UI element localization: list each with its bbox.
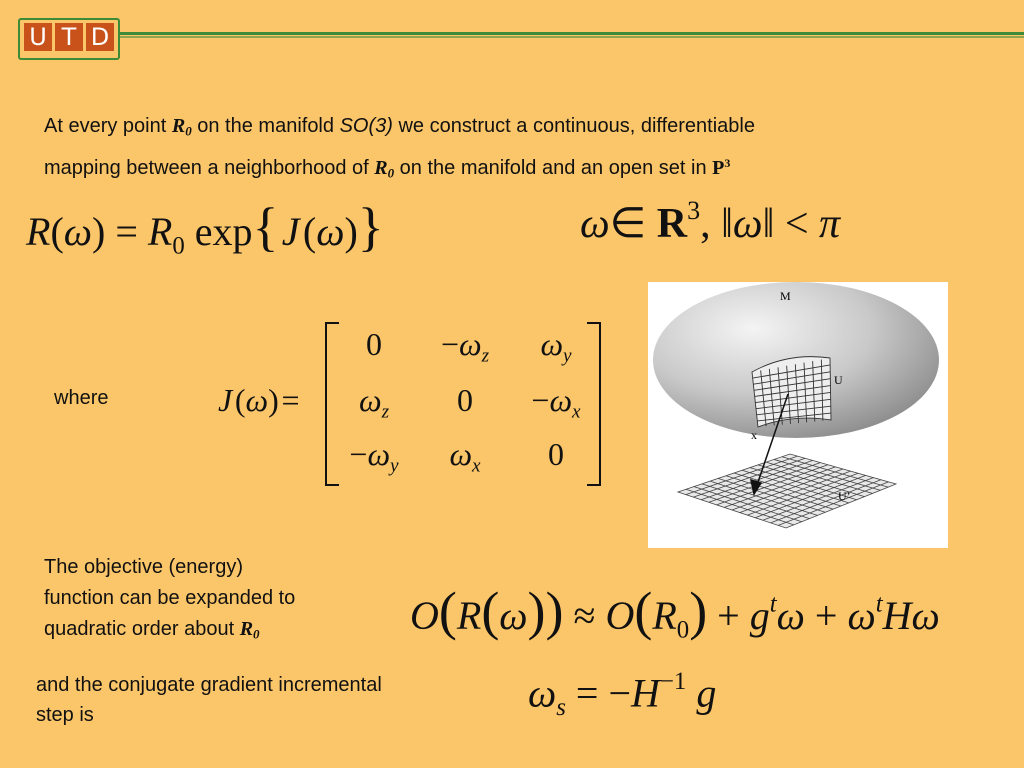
label-plane-u-prime: U’ (838, 489, 851, 503)
objective-line: The objective (energy) (44, 556, 243, 578)
plane-grid (678, 454, 896, 528)
equation-quadratic-expansion: $O(R(\omega)) \approx O(R_0) + g^t\omega + \omega^tH\omega$ (410, 581, 940, 644)
objective-line: quadratic order about $R_0$ (44, 618, 260, 642)
matrix-cell: 0 (366, 326, 382, 362)
matrix-cell: $\omega_y$ (540, 326, 572, 367)
logo-letter-u: U (24, 23, 52, 51)
label-map-x: x (751, 428, 757, 442)
matrix-lhs: J (ω) = (218, 382, 300, 418)
intro-text: on the manifold (191, 115, 340, 137)
manifold-patch-grid (752, 357, 831, 427)
matrix-cell: 0 (457, 382, 473, 418)
so3-label: SO(3) (339, 115, 393, 137)
logo-letter-d: D (86, 23, 114, 51)
matrix-cell: $-\omega_y$ (349, 436, 399, 477)
intro-paragraph (44, 110, 984, 190)
manifold-figure (648, 282, 948, 548)
objective-line: function can be expanded to (44, 587, 296, 609)
header-rule (120, 32, 1024, 35)
where-label: where (54, 387, 109, 409)
equation-exponential-map: $R(\omega) = R_0$ exp{ J (ω)} (26, 197, 384, 260)
matrix-cell: 0 (548, 436, 564, 472)
skew-symmetric-matrix (325, 322, 601, 484)
r0-symbol: $R_0$ (239, 618, 260, 642)
r0-symbol: $R_0$ (171, 115, 192, 139)
step-paragraph (36, 670, 382, 730)
intro-text: on the manifold and an open set in (394, 157, 713, 180)
p3-symbol: $P^3$ (712, 156, 731, 180)
equation-step: $\omega_s = -H^{-1}$ g (528, 668, 717, 722)
label-patch-u: U (834, 373, 843, 387)
matrix-cell: $-\omega_z$ (440, 326, 490, 367)
matrix-cell: $\omega_x$ (449, 436, 481, 477)
step-line: step is (36, 704, 94, 726)
header-rule-secondary (120, 36, 1024, 38)
intro-line-1 (44, 110, 984, 147)
equation-domain: ω∈ $R^3$, ‖ω‖ < π (580, 196, 841, 248)
utd-logo (18, 18, 120, 60)
matrix-cell: $-\omega_x$ (531, 382, 581, 423)
intro-line-2 (44, 147, 984, 189)
step-line: and the conjugate gradient incremental (36, 674, 382, 696)
objective-paragraph (44, 552, 295, 649)
matrix-cell: $\omega_z$ (358, 382, 390, 423)
label-manifold-m: M (780, 289, 791, 303)
intro-text: mapping between a neighborhood of (44, 157, 375, 180)
logo-letter-t: T (55, 23, 83, 51)
intro-text: we construct a continuous, differentiable (392, 115, 755, 137)
intro-text: At every point (44, 115, 172, 137)
r0-symbol: $R_0$ (374, 157, 395, 181)
